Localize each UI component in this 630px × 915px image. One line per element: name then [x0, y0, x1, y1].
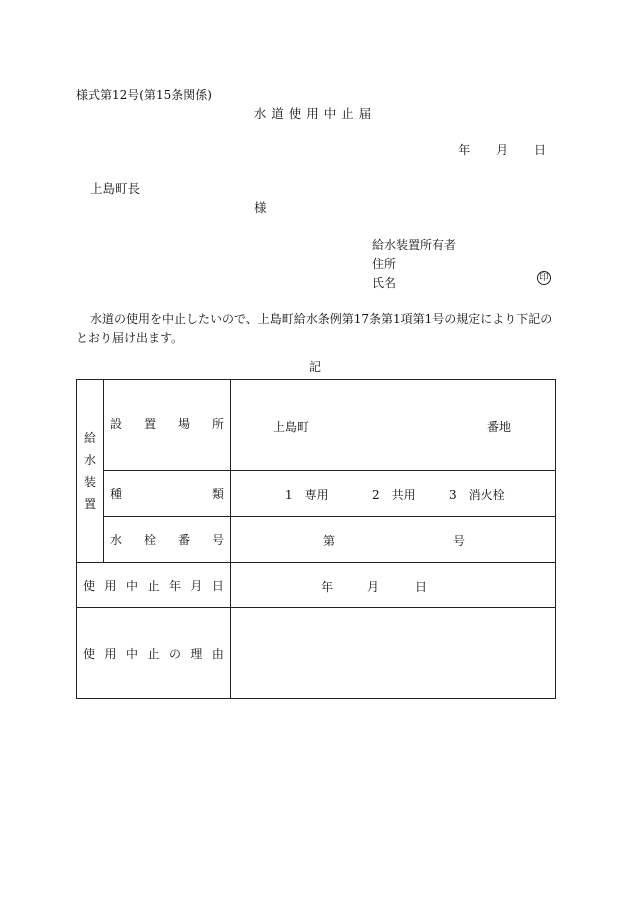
stop-date-field[interactable] — [231, 563, 556, 608]
group-label: 給 水 装 置 — [77, 380, 104, 563]
date-year: 年 — [458, 143, 471, 157]
meter-field[interactable] — [231, 517, 556, 563]
submission-date — [436, 141, 546, 158]
address-label: 住所 — [372, 257, 397, 271]
body-text: 水道の使用を中止したいので、上島町給水条例第17条第1項第1号の規定により下記のとおり届け出ます。 — [76, 312, 553, 345]
name-label: 氏名 — [372, 276, 397, 290]
table-row — [77, 471, 556, 517]
form-number: 様式第12号(第15条関係) — [76, 88, 212, 102]
reason-field[interactable] — [231, 608, 556, 699]
reason-label: 使 用 中 止 の 理 由 — [77, 608, 231, 699]
kind-option-exclusive[interactable]: 1 専用 — [285, 488, 329, 502]
stop-date-label: 使 用 中 止 年 月 日 — [77, 563, 231, 608]
addressee-name: 上島町長 — [90, 181, 141, 196]
seal-mark: 印 — [537, 271, 551, 285]
addressee-honorific: 様 — [254, 200, 267, 215]
stop-year: 年 — [321, 580, 334, 594]
table-row — [77, 517, 556, 563]
table-row — [77, 608, 556, 699]
kind-field[interactable] — [231, 471, 556, 517]
banchi-label: 番地 — [487, 420, 512, 434]
meter-dai: 第 — [323, 534, 336, 548]
owner-label: 給水装置所有者 — [372, 238, 457, 252]
kind-option-hydrant[interactable]: 3 消火栓 — [449, 488, 505, 502]
stop-month: 月 — [367, 580, 380, 594]
form-table — [76, 379, 556, 699]
meter-label: 水 栓 番 号 — [104, 517, 231, 563]
table-row — [77, 563, 556, 608]
kind-label: 種 類 — [104, 471, 231, 517]
ki-heading: 記 — [308, 360, 321, 374]
date-month: 月 — [496, 143, 509, 157]
location-label: 設 置 場 所 — [104, 380, 231, 471]
meter-go: 号 — [453, 534, 466, 548]
date-day: 日 — [533, 143, 546, 157]
document-title: 水道使用中止届 — [253, 106, 377, 121]
stop-day: 日 — [415, 580, 428, 594]
town-name: 上島町 — [273, 420, 310, 434]
kind-option-shared[interactable]: 2 共用 — [372, 488, 416, 502]
table-row — [77, 380, 556, 471]
location-field[interactable] — [231, 380, 556, 471]
